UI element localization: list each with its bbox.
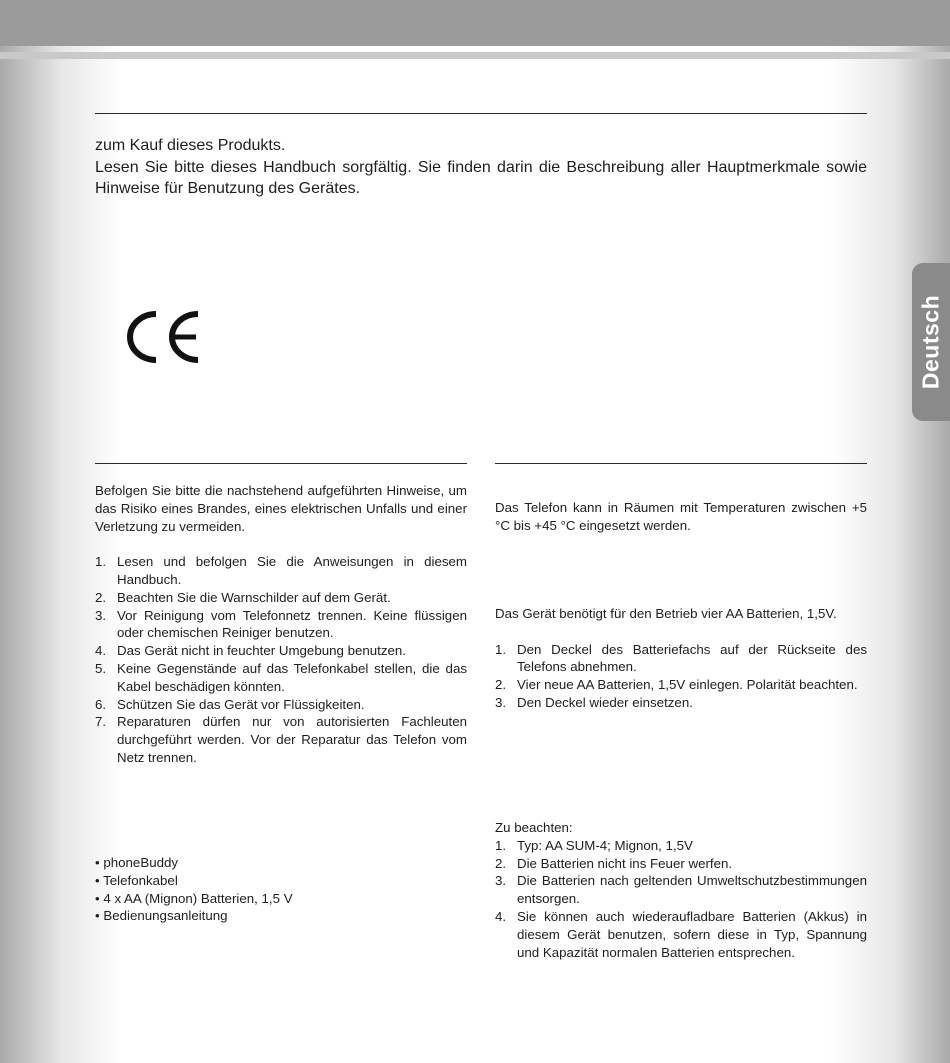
batteries-list: [495, 641, 867, 712]
list-item: 2. Beachten Sie die Warnschilder auf dem Gerät.: [95, 589, 391, 605]
list-item: 2. Die Batterien nicht ins Feuer werfen.: [495, 855, 733, 871]
safety-list: [95, 553, 467, 767]
list-item: 3. Die Batterien nach geltenden Umweltschutzbestimmungen entsorgen.: [495, 873, 867, 907]
ce-mark-logo: [118, 305, 202, 369]
top-bar: [0, 0, 950, 46]
list-item: 2. Vier neue AA Batterien, 1,5V einlegen. Polarität beachten.: [495, 677, 858, 693]
list-item: 6. Schützen Sie das Gerät vor Flüssigkeiten.: [95, 696, 365, 712]
notes-heading: Zu beachten:: [495, 820, 573, 835]
list-item: • phoneBuddy: [95, 855, 179, 870]
temperature-section: [495, 499, 867, 535]
list-item: 5. Keine Gegenstände auf das Telefonkabel stellen, die das Kabel beschädigen könnten.: [95, 660, 467, 694]
top-stripe: [0, 52, 950, 59]
batteries-section: [495, 605, 867, 712]
list-item: • Telefonkabel: [95, 872, 178, 888]
safety-section: [95, 482, 467, 767]
list-item: 4. Sie können auch wiederaufladbare Batterien (Akkus) in diesem Gerät benutzen, sofern diese in Typ, Spannung und Kapazität normalen Batterien entsprechen.: [495, 908, 867, 960]
intro-line-2: Lesen Sie bitte dieses Handbuch sorgfältig. Sie finden darin die Beschreibung aller Hauptmerkmale sowie Hinweise für Benutzung des Gerätes.: [95, 158, 867, 197]
temperature-text: Das Telefon kann in Räumen mit Temperaturen zwischen +5 °C bis +45 °C eingesetzt werden.: [495, 500, 867, 533]
left-section-divider: [95, 463, 467, 464]
list-item: 1. Den Deckel des Batteriefachs auf der Rückseite des Telefons abnehmen.: [495, 641, 867, 675]
right-section-divider: [495, 463, 867, 464]
list-item: 3. Den Deckel wieder einsetzen.: [495, 694, 693, 710]
batteries-intro: Das Gerät benötigt für den Betrieb vier AA Batterien, 1,5V.: [495, 606, 837, 621]
language-tab[interactable]: [912, 263, 950, 421]
package-contents: [95, 854, 467, 925]
list-item: • Bedienungsanleitung: [95, 908, 228, 924]
list-item: 1. Typ: AA SUM-4; Mignon, 1,5V: [495, 837, 693, 853]
list-item: 3. Vor Reinigung vom Telefonnetz trennen. Keine flüssigen oder chemischen Reiniger benutzen.: [95, 607, 467, 641]
intro-text: [95, 135, 867, 200]
safety-intro: Befolgen Sie bitte die nachstehend aufgeführten Hinweise, um das Risiko eines Brandes, eines elektrischen Unfalls und einer Verletzung zu vermeiden.: [95, 483, 467, 534]
header-divider: [95, 113, 867, 114]
notes-list: [495, 837, 867, 962]
list-item: 4. Das Gerät nicht in feuchter Umgebung benutzen.: [95, 643, 407, 659]
list-item: 7. Reparaturen dürfen nur von autorisierten Fachleuten durchgeführt werden. Vor der Reparatur das Telefon vom Netz trennen.: [95, 714, 467, 765]
list-item: • 4 x AA (Mignon) Batterien, 1,5 V: [95, 890, 293, 906]
list-item: 1. Lesen und befolgen Sie die Anweisungen in diesem Handbuch.: [95, 554, 467, 587]
language-tab-label: Deutsch: [917, 294, 944, 390]
intro-line-1: zum Kauf dieses Produkts.: [95, 137, 286, 154]
package-list: [95, 854, 467, 925]
notes-section: [495, 819, 867, 961]
